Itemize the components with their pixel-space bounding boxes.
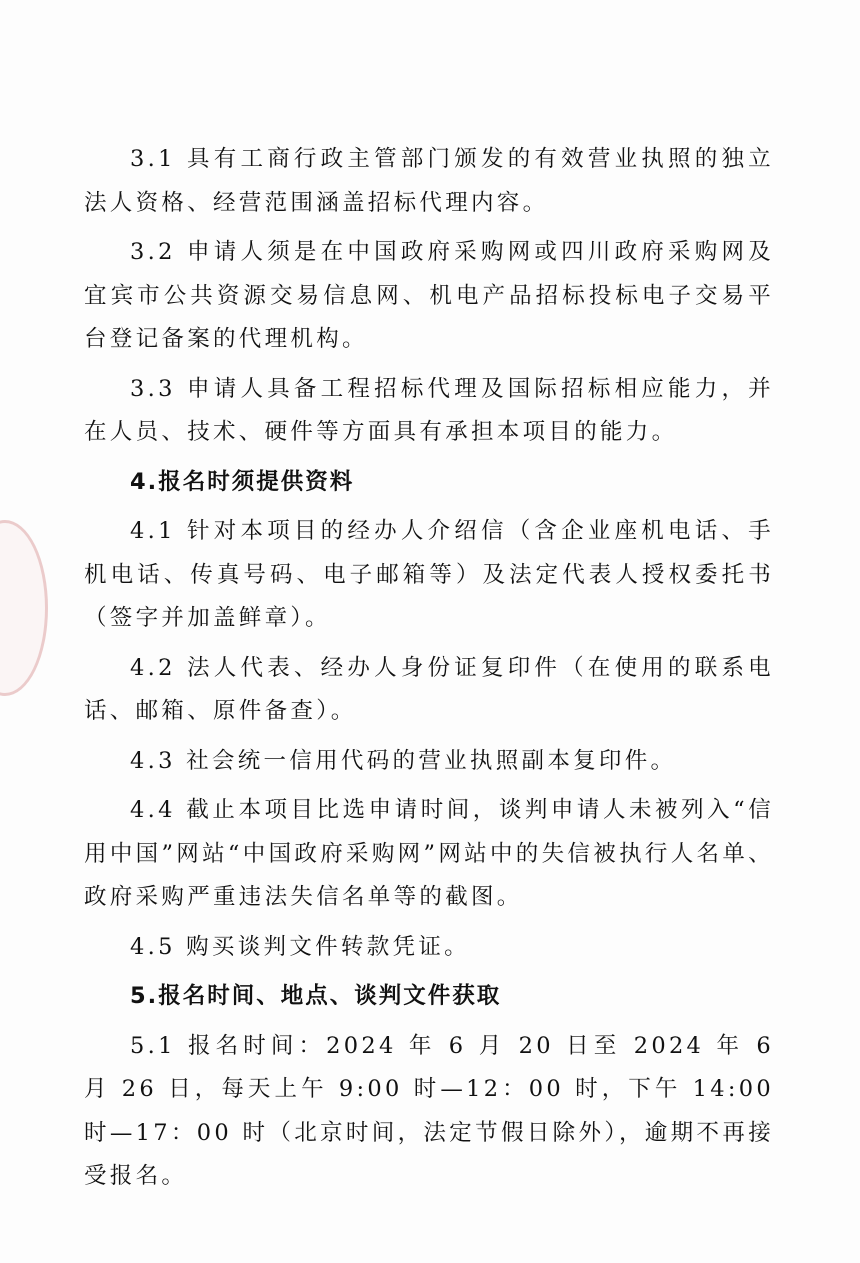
paragraph-4-4: 4.4 截止本项目比选申请时间，谈判申请人未被列入“信用中国”网站“中国政府采购网”网站中的失信被执行人名单、政府采购严重违法失信名单等的截图。 [84, 797, 774, 910]
section-heading-5: 5.报名时间、地点、谈判文件获取 [130, 983, 502, 1009]
section-heading-4: 4.报名时须提供资料 [130, 468, 355, 495]
paragraph-3-2: 3.2 申请人须是在中国政府采购网或四川政府采购网及宜宾市公共资源交易信息网、机电产品招标投标电子交易平台登记备案的代理机构。 [84, 239, 774, 352]
paragraph-4-3: 4.3 社会统一信用代码的营业执照副本复印件。 [130, 747, 677, 774]
red-seal-stamp-partial [0, 520, 48, 696]
paragraph-4-1: 4.1 针对本项目的经办人介绍信（含企业座机电话、手机电话、传真号码、电子邮箱等）及法定代表人授权委托书（签字并加盖鲜章）。 [84, 518, 774, 631]
paragraph-3-1: 3.1 具有工商行政主管部门颁发的有效营业执照的独立法人资格、经营范围涵盖招标代理内容。 [84, 146, 774, 216]
paragraph-4-5: 4.5 购买谈判文件转款凭证。 [130, 933, 470, 960]
document-body [84, 138, 774, 1205]
paragraph-4-2: 4.2 法人代表、经办人身份证复印件（在使用的联系电话、邮箱、原件备查）。 [84, 654, 774, 724]
paragraph-5-1: 5.1 报名时间：2024 年 6 月 20 日至 2024 年 6 月 26 日，每天上午 9:00 时—12：00 时，下午 14:00 时—17：00 时（北京时间，法定节假日除外），逾期不再接受报名。 [84, 1032, 774, 1189]
paragraph-3-3: 3.3 申请人具备工程招标代理及国际招标相应能力，并在人员、技术、硬件等方面具有承担本项目的能力。 [84, 375, 774, 445]
